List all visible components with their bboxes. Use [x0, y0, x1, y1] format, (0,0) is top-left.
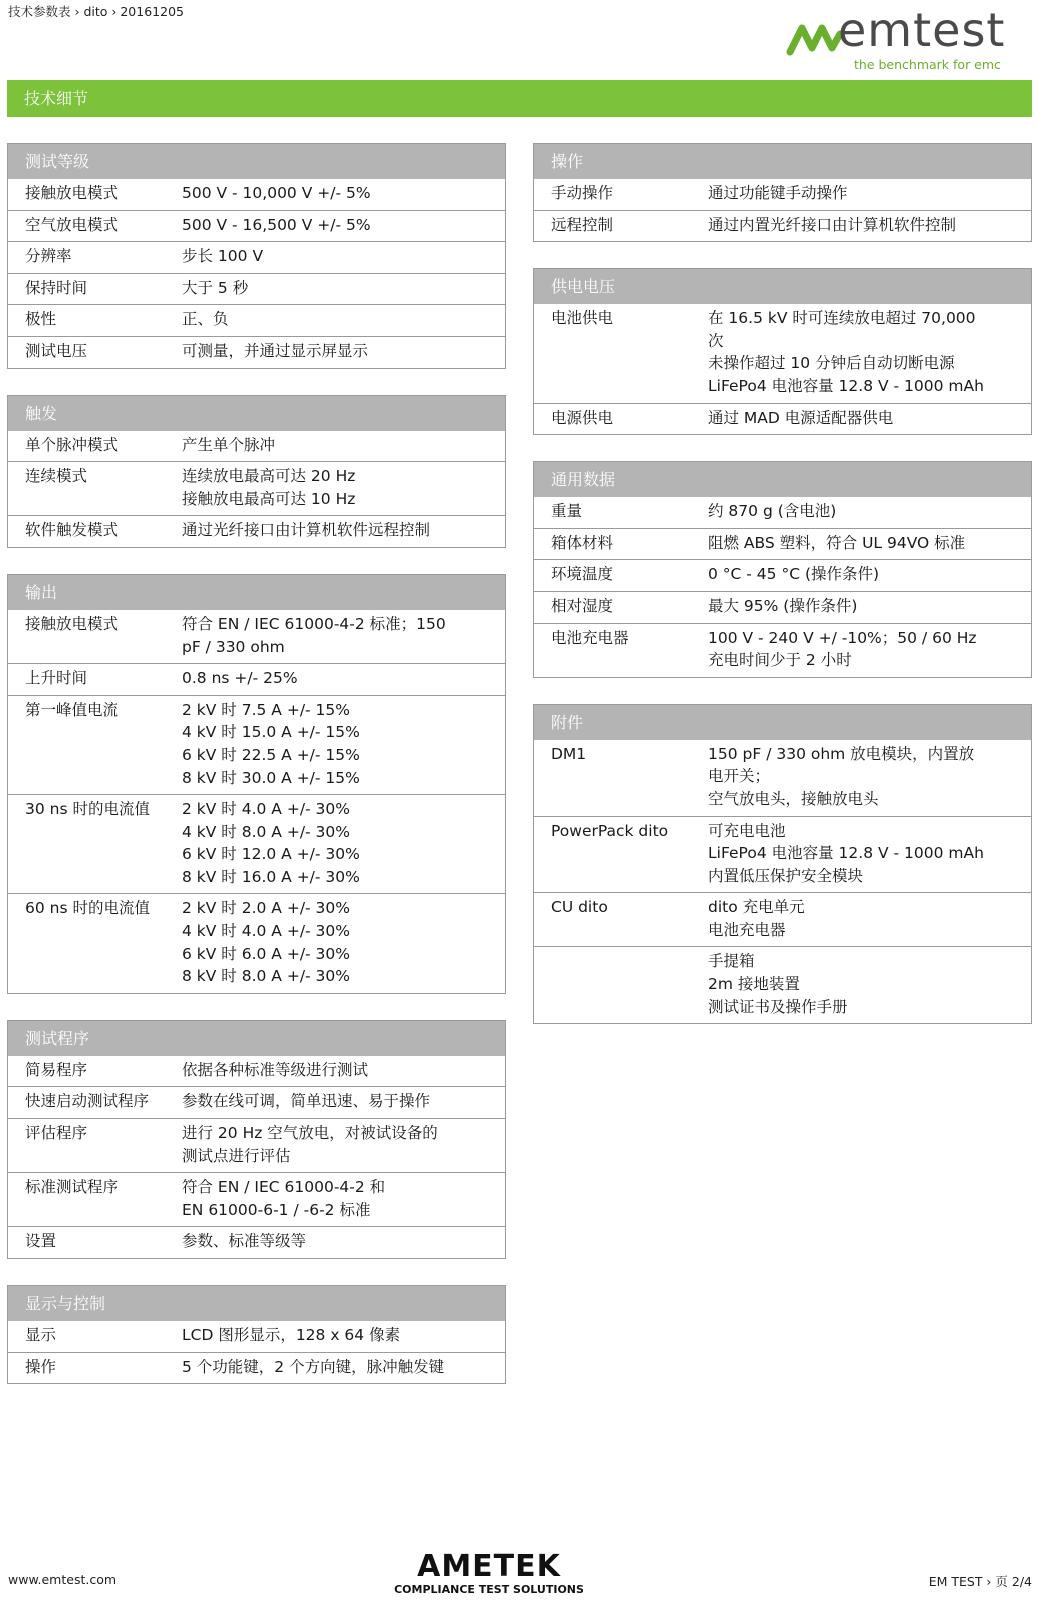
spec-value-line: 2 kV 时 4.0 A +/- 30%: [182, 800, 351, 819]
spec-label: 极性: [25, 310, 57, 329]
spec-value: [182, 798, 505, 888]
spec-row: [534, 946, 1031, 1023]
spec-row: [534, 497, 1031, 528]
spec-label: 快速启动测试程序: [25, 1092, 150, 1111]
section-title: 显示与控制: [8, 1286, 505, 1321]
spec-value-line: 符合 EN / IEC 61000-4-2 和: [182, 1178, 386, 1197]
spec-section: [533, 268, 1032, 435]
spec-value-line: EN 61000-6-1 / -6-2 标准: [182, 1200, 371, 1219]
spec-value-line: 可测量，并通过显示屏显示: [182, 341, 369, 360]
spec-label: [534, 950, 708, 1018]
spec-row: [8, 241, 505, 273]
spec-section: [7, 1285, 506, 1384]
spec-value-line: 产生单个脉冲: [182, 435, 276, 454]
spec-value: [182, 1059, 505, 1082]
spec-section: [7, 143, 506, 369]
spec-value-line: 8 kV 时 8.0 A +/- 30%: [182, 967, 351, 986]
spec-value-line: 正、负: [182, 310, 229, 329]
spec-label: 设置: [25, 1232, 57, 1251]
spec-value-line: 0 °C - 45 °C (操作条件): [708, 565, 880, 584]
spec-label: 远程控制: [551, 215, 614, 234]
footer-url[interactable]: www.emtest.com: [8, 1572, 117, 1587]
spec-value-line: 通过功能键手动操作: [708, 184, 848, 202]
spec-value: [708, 532, 1031, 555]
spec-value-line: 进行 20 Hz 空气放电，对被试设备的: [182, 1124, 438, 1143]
spec-value: [708, 950, 1031, 1018]
spec-row: [8, 794, 505, 893]
spec-value: [708, 896, 1031, 941]
spec-label: 电源供电: [551, 408, 614, 427]
spec-label: 电池供电: [551, 309, 614, 328]
spec-value: [182, 613, 505, 658]
spec-value-line: 6 kV 时 22.5 A +/- 15%: [182, 745, 360, 764]
spec-value: [182, 1090, 505, 1113]
spec-value-line: 在 16.5 kV 时可连续放电超过 70,000: [708, 309, 976, 328]
spec-value: [708, 214, 1031, 237]
spec-row: [534, 591, 1031, 623]
spec-row: [8, 273, 505, 305]
spec-value-line: pF / 330 ohm: [182, 637, 285, 656]
spec-value-line: 接触放电最高可达 10 Hz: [182, 489, 356, 508]
spec-label: 箱体材料: [551, 533, 614, 552]
spec-value: [182, 1176, 505, 1221]
spec-value: [182, 277, 505, 300]
left-column: [7, 143, 506, 1410]
spec-row: [8, 431, 505, 462]
emtest-wave-icon: [786, 18, 844, 58]
spec-value: [708, 182, 1031, 205]
spec-value: [182, 699, 505, 789]
spec-row: [534, 528, 1031, 560]
spec-value: [182, 434, 505, 457]
spec-value-line: 约 870 g (含电池): [708, 502, 837, 521]
spec-section: [533, 704, 1032, 1025]
spec-value: [708, 627, 1031, 672]
spec-value-line: LiFePo4 电池容量 12.8 V - 1000 mAh: [708, 376, 984, 395]
spec-row: [534, 403, 1031, 435]
spec-value-line: LiFePo4 电池容量 12.8 V - 1000 mAh: [708, 844, 984, 863]
spec-label: 接触放电模式: [25, 184, 119, 202]
spec-label: 相对湿度: [551, 596, 614, 615]
spec-value-line: 2 kV 时 2.0 A +/- 30%: [182, 899, 351, 918]
spec-value-line: 符合 EN / IEC 61000-4-2 标准；150: [182, 614, 446, 633]
section-title: 通用数据: [534, 462, 1031, 497]
logo-wordmark: emtest: [838, 3, 1006, 57]
spec-value-line: 连续放电最高可达 20 Hz: [182, 467, 356, 486]
spec-label: 简易程序: [25, 1060, 88, 1079]
spec-value: [708, 743, 1031, 811]
spec-value-line: 通过内置光纤接口由计算机软件控制: [708, 215, 957, 234]
spec-value-line: LCD 图形显示，128 x 64 像素: [182, 1326, 401, 1344]
spec-value: [708, 500, 1031, 523]
spec-section: [7, 1020, 506, 1259]
spec-value: [708, 563, 1031, 586]
spec-row: [534, 210, 1031, 242]
spec-row: [534, 816, 1031, 893]
spec-value-line: 8 kV 时 30.0 A +/- 15%: [182, 768, 360, 787]
spec-label: 30 ns 时的电流值: [25, 800, 150, 819]
spec-value-line: 4 kV 时 15.0 A +/- 15%: [182, 723, 360, 742]
spec-value-line: 依据各种标准等级进行测试: [182, 1060, 369, 1079]
spec-value-line: 2m 接地装置: [708, 975, 800, 994]
section-title: 附件: [534, 705, 1031, 740]
right-column: [533, 143, 1032, 1050]
spec-value: [708, 307, 1031, 397]
spec-value-line: 手提箱: [708, 952, 755, 971]
spec-value-line: 最大 95% (操作条件): [708, 596, 858, 615]
spec-value-line: 内置低压保护安全模块: [708, 866, 864, 885]
spec-value: [182, 308, 505, 331]
section-title: 测试等级: [8, 144, 505, 179]
spec-value-line: 4 kV 时 8.0 A +/- 30%: [182, 822, 351, 841]
spec-value: [182, 1230, 505, 1253]
section-title: 测试程序: [8, 1021, 505, 1056]
spec-label: 操作: [25, 1357, 57, 1376]
spec-value: [708, 595, 1031, 618]
spec-row: [534, 740, 1031, 816]
spec-row: [8, 1118, 505, 1172]
spec-value: [182, 214, 505, 237]
spec-value: [708, 820, 1031, 888]
spec-section: [7, 574, 506, 994]
spec-value-line: 通过光纤接口由计算机软件远程控制: [182, 521, 431, 540]
spec-value-line: 电开关；: [708, 767, 771, 786]
spec-value-line: 未操作超过 10 分钟后自动切断电源: [708, 354, 955, 373]
spec-value-line: dito 充电单元: [708, 898, 805, 917]
spec-value: [182, 1324, 505, 1347]
spec-label: 分辨率: [25, 247, 72, 266]
spec-value: [182, 1356, 505, 1379]
spec-value: [182, 897, 505, 987]
ametek-subtitle: COMPLIANCE TEST SOLUTIONS: [394, 1583, 584, 1596]
spec-value-line: 8 kV 时 16.0 A +/- 30%: [182, 867, 360, 886]
spec-value-line: 500 V - 10,000 V +/- 5%: [182, 184, 371, 202]
spec-value-line: 步长 100 V: [182, 247, 264, 266]
spec-row: [8, 461, 505, 515]
spec-value-line: 6 kV 时 12.0 A +/- 30%: [182, 845, 360, 864]
spec-row: [8, 179, 505, 210]
spec-label: 重量: [551, 502, 583, 521]
spec-value-line: 150 pF / 330 ohm 放电模块，内置放: [708, 744, 975, 763]
spec-label: 电池充电器: [551, 628, 629, 647]
spec-row: [8, 663, 505, 695]
spec-label: CU dito: [551, 898, 608, 917]
spec-row: [534, 179, 1031, 210]
spec-label: DM1: [551, 744, 587, 763]
spec-label: 手动操作: [551, 184, 614, 202]
spec-value-line: 充电时间少于 2 小时: [708, 651, 852, 670]
spec-label: PowerPack dito: [551, 821, 669, 840]
page-number: EM TEST › 页 2/4: [928, 1574, 1032, 1589]
section-title: 输出: [8, 575, 505, 610]
spec-value: [182, 182, 505, 205]
spec-row: [8, 1321, 505, 1352]
spec-row: [534, 892, 1031, 946]
spec-row: [534, 559, 1031, 591]
spec-label: 连续模式: [25, 467, 88, 486]
section-banner: 技术细节: [7, 80, 1032, 117]
spec-value: [182, 519, 505, 542]
spec-value-line: 可充电电池: [708, 821, 786, 840]
spec-label: 显示: [25, 1326, 57, 1344]
spec-value-line: 大于 5 秒: [182, 278, 249, 297]
spec-row: [8, 695, 505, 794]
spec-section: [533, 461, 1032, 678]
spec-value-line: 次: [708, 331, 724, 350]
spec-value: [182, 1122, 505, 1167]
spec-row: [8, 610, 505, 663]
spec-label: 保持时间: [25, 278, 88, 297]
spec-value-line: 电池充电器: [708, 920, 786, 939]
spec-row: [8, 515, 505, 547]
spec-value-line: 100 V - 240 V +/ -10%；50 / 60 Hz: [708, 628, 977, 647]
spec-value: [182, 667, 505, 690]
spec-value-line: 5 个功能键，2 个方向键，脉冲触发键: [182, 1357, 445, 1376]
spec-row: [8, 1352, 505, 1384]
spec-label: 60 ns 时的电流值: [25, 899, 150, 918]
spec-value-line: 4 kV 时 4.0 A +/- 30%: [182, 922, 351, 941]
spec-value-line: 阻燃 ABS 塑料，符合 UL 94VO 标准: [708, 533, 966, 552]
spec-label: 上升时间: [25, 669, 88, 688]
logo-tagline: the benchmark for emc: [854, 57, 1001, 72]
spec-value-line: 测试点进行评估: [182, 1146, 291, 1165]
ametek-wordmark: AMETEK: [417, 1549, 561, 1584]
spec-value: [182, 245, 505, 268]
spec-label: 空气放电模式: [25, 215, 119, 234]
spec-value-line: 2 kV 时 7.5 A +/- 15%: [182, 700, 351, 719]
spec-value: [182, 465, 505, 510]
spec-label: 评估程序: [25, 1124, 88, 1143]
spec-row: [8, 1226, 505, 1258]
spec-value-line: 参数在线可调，简单迅速、易于操作: [182, 1092, 431, 1111]
spec-label: 标准测试程序: [25, 1178, 119, 1197]
spec-value-line: 0.8 ns +/- 25%: [182, 669, 298, 688]
spec-value-line: 500 V - 16,500 V +/- 5%: [182, 215, 371, 234]
spec-label: 测试电压: [25, 341, 88, 360]
spec-row: [534, 304, 1031, 402]
spec-value-line: 6 kV 时 6.0 A +/- 30%: [182, 944, 351, 963]
spec-label: 接触放电模式: [25, 614, 119, 633]
spec-row: [8, 1172, 505, 1226]
spec-value-line: 通过 MAD 电源适配器供电: [708, 408, 894, 427]
spec-value: [708, 407, 1031, 430]
spec-section: [533, 143, 1032, 242]
spec-section: [7, 395, 506, 548]
spec-value-line: 测试证书及操作手册: [708, 997, 848, 1016]
spec-value-line: 空气放电头，接触放电头: [708, 789, 879, 808]
spec-row: [8, 1056, 505, 1087]
spec-label: 第一峰值电流: [25, 700, 119, 719]
spec-label: 软件触发模式: [25, 521, 119, 540]
spec-row: [534, 623, 1031, 677]
spec-value: [182, 340, 505, 363]
spec-row: [8, 304, 505, 336]
spec-label: 环境温度: [551, 565, 614, 584]
emtest-logo: [786, 4, 1026, 74]
section-title: 触发: [8, 396, 505, 431]
section-title: 供电电压: [534, 269, 1031, 304]
spec-row: [8, 893, 505, 992]
section-title: 操作: [534, 144, 1031, 179]
ametek-logo: [394, 1551, 584, 1600]
spec-row: [8, 210, 505, 242]
spec-row: [8, 336, 505, 368]
breadcrumb: 技术参数表 › dito › 20161205: [8, 4, 184, 19]
spec-label: 单个脉冲模式: [25, 435, 119, 454]
spec-value-line: 参数、标准等级等: [182, 1232, 307, 1251]
spec-row: [8, 1086, 505, 1118]
